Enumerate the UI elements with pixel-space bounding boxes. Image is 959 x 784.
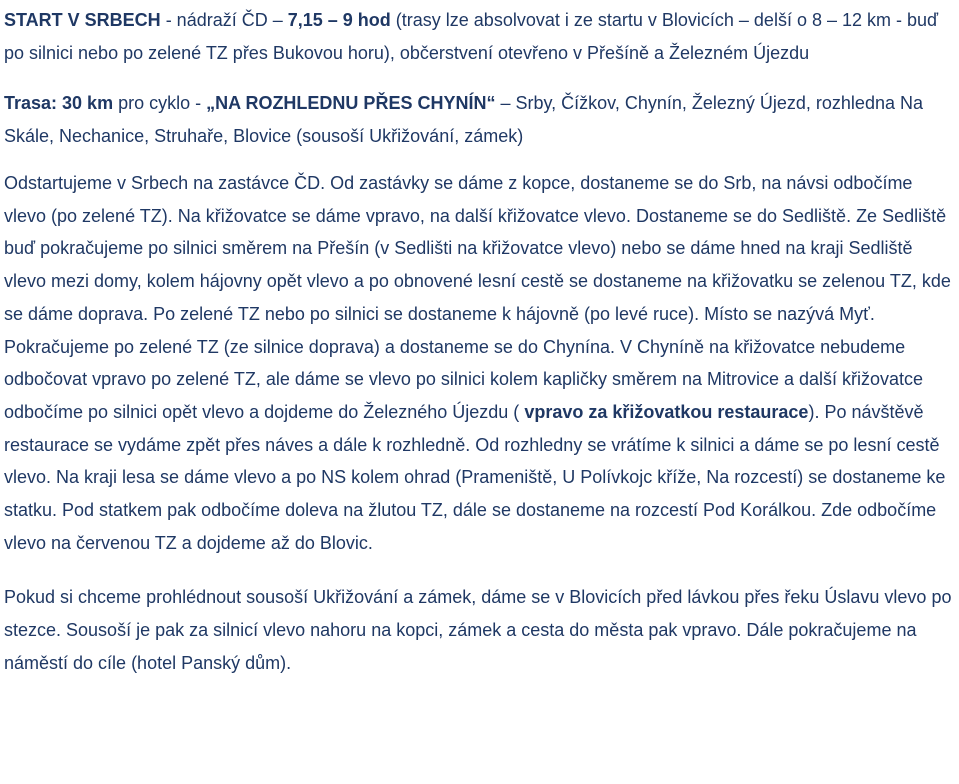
description-part-1: Odstartujeme v Srbech na zastávce ČD. Od zastávky se dáme z kopce, dostaneme se do Srb, na návsi odbočíme vlevo (po zelené TZ). Na křižovatce se dáme vpravo, na další křižovatce vlevo. Dostaneme se do Sedliště. Ze Sedliště buď pokračujeme po silnici směrem na Přešín (v Sedlišti na křižovatce vlevo) nebo se dáme hned na kraji Sedliště vlevo mezi domy, kolem hájovny opět vlevo a po obnovené lesní cestě se dostaneme na křižovatku se zelenou TZ, kde se dáme doprava. Po zelené TZ nebo po silnici se dostaneme k hájovně (po levé ruce). Místo se nazývá Myť. Pokračujeme po zelené TZ (ze silnice doprava) a dostaneme se do Chynína. V Chyníně na křižovatce nebudeme odbočovat vpravo po zelené TZ, ale dáme se vlevo po silnici kolem kapličky směrem na Mitrovice a další křižovatce odbočíme po silnici opět vlevo a dojdeme do Železného Újezdu ( xyxy=(4,173,951,422)
footer-paragraph xyxy=(4,581,959,680)
start-paragraph xyxy=(4,4,959,70)
route-name: „NA ROZHLEDNU PŘES CHYNÍN“ xyxy=(206,93,496,113)
route-paragraph xyxy=(4,87,959,153)
start-heading: START V SRBECH xyxy=(4,10,161,30)
route-mode: pro cyklo - xyxy=(113,93,207,113)
restaurant-direction: vpravo za křižovatkou restaurace xyxy=(524,401,809,422)
start-info: (trasy lze absolvovat i ze startu v Blovicích – delší o 8 – 12 km - buď po silnici nebo po zelené TZ přes Bukovou horu), občerstvení otevřeno v Přešíně a Železném Újezdu xyxy=(4,10,939,63)
start-location: - nádraží ČD – xyxy=(160,10,288,30)
route-places: – Srby, Čížkov, Chynín, Železný Újezd, rozhledna Na Skále, Nechanice, Struhaře, Blovice (sousoší Ukřižování, zámek) xyxy=(4,93,923,146)
description-part-2: ). Po návštěvě restaurace se vydáme zpět přes náves a dále k rozhledně. Od rozhledny se vrátíme k silnici a dáme se po lesní cestě vlevo. Na kraji lesa se dáme vlevo a po NS kolem ohrad (Prameniště, U Polívkojc kříže, Na rozcestí) se dostaneme ke statku. Pod statkem pak odbočíme doleva na žlutou TZ, dále se dostaneme na rozcestí Pod Korálkou. Zde odbočíme vlevo na červenou TZ a dojdeme až do Blovic. xyxy=(4,401,946,553)
footer-text: Pokud si chceme prohlédnout sousoší Ukřižování a zámek, dáme se v Blovicích před lávkou přes řeku Úslavu vlevo po stezce. Sousoší je pak za silnicí vlevo nahoru na kopci, zámek a cesta do města pak vpravo. Dále pokračujeme na náměstí do cíle (hotel Panský dům). xyxy=(4,587,952,674)
route-description xyxy=(4,167,959,559)
route-length: Trasa: 30 km xyxy=(4,93,114,113)
start-time: 7,15 – 9 hod xyxy=(287,10,391,30)
